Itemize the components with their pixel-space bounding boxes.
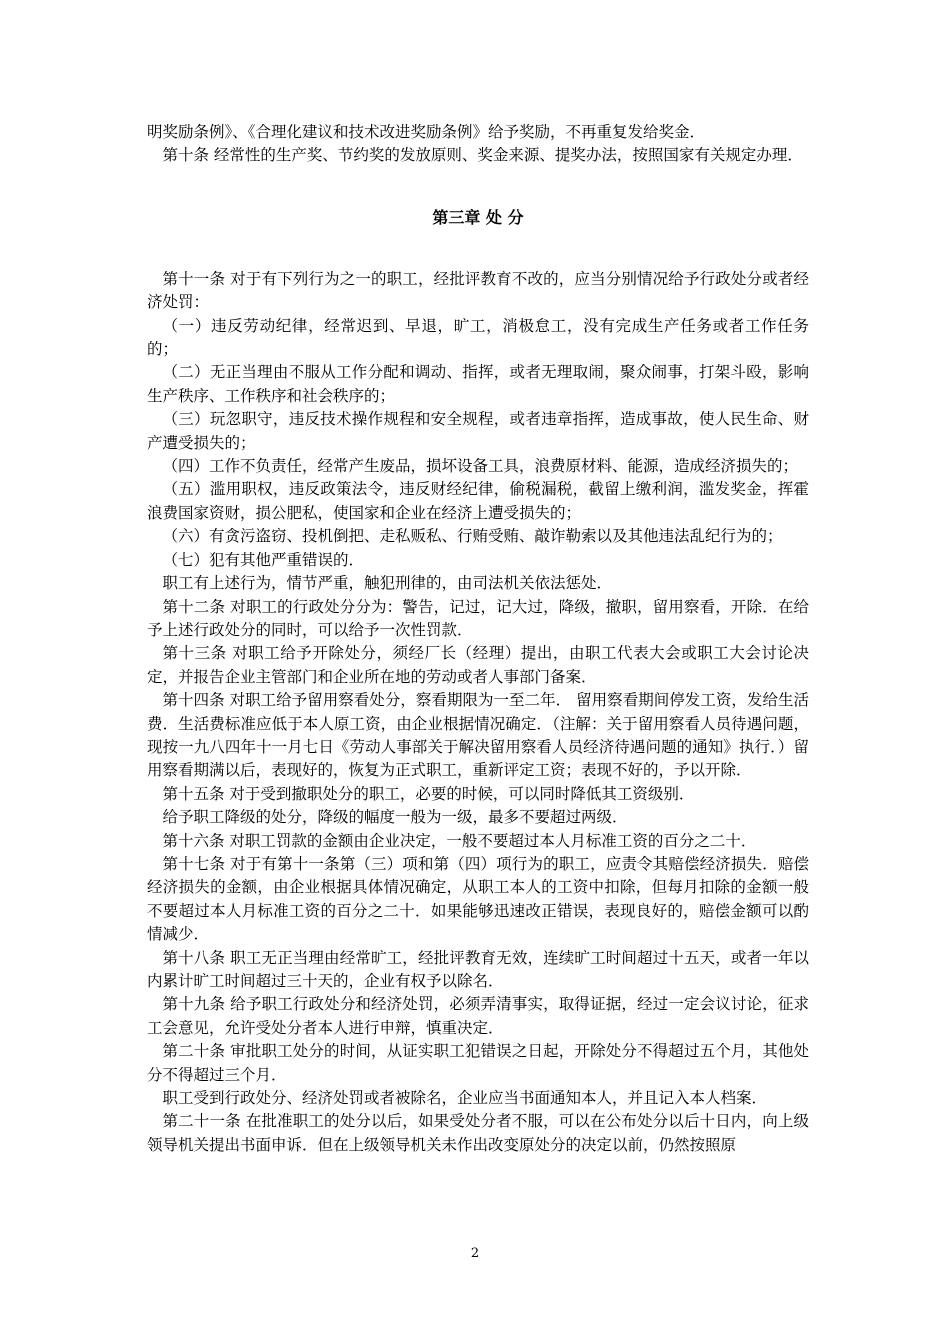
list-item: （五）滥用职权，违反政策法令，违反财经纪律，偷税漏税，截留上缴利润，滥发奖金，挥霍浪费国家资财，损公肥私，使国家和企业在经济上遭受损失的； xyxy=(147,480,809,522)
article-11: 第十一条 对于有下列行为之一的职工，经批评教育不改的，应当分别情况给予行政处分或者经济处罚： xyxy=(147,269,809,312)
article-14: 第十四条 对职工给予留用察看处分，察看期限为一至二年． 留用察看期间停发工资，发给生活费．生活费标准应低于本人原工资，由企业根据情况确定．（注解：关于留用察看人员待遇问题，现按一九八四年十一月七日《劳动人事部关于解决留用察看人员经济待遇问题的通知》执行．）留用察看期满以后，表现好的，恢复为正式职工，重新评定工资；表现不好的，予以开除． xyxy=(147,691,809,780)
paragraph-continuation: 明奖励条例》、《合理化建议和技术改进奖励条例》给予奖励，不再重复发给奖金． xyxy=(147,123,706,141)
article-12: 第十二条 对职工的行政处分分为：警告，记过，记大过，降级，撤职，留用察看，开除．在给予上述行政处分的同时，可以给予一次性罚款． xyxy=(147,597,809,639)
list-item: （七）犯有其他严重错误的． xyxy=(162,550,365,569)
list-item: （一）违反劳动纪律，经常迟到、早退，旷工，消极怠工，没有完成生产任务或者工作任务的； xyxy=(147,316,809,359)
paragraph: 给予职工降级的处分，降级的幅度一般为一级，最多不要超过两级． xyxy=(162,808,628,827)
list-item: （三）玩忽职守，违反技术操作规程和安全规程，或者违章指挥，造成事故，使人民生命、财产遭受损失的； xyxy=(147,410,809,452)
article-20: 第二十条 审批职工处分的时间，从证实职工犯错误之日起，开除处分不得超过五个月，其他处分不得超过三个月． xyxy=(147,1042,809,1084)
article-19: 第十九条 给予职工行政处分和经济处罚，必须弄清事实，取得证据，经过一定会议讨论，征求工会意见，允许受处分者本人进行申辩，慎重决定． xyxy=(147,995,809,1037)
paragraph: 职工受到行政处分、经济处罚或者被除名，企业应当书面通知本人，并且记入本人档案． xyxy=(162,1089,768,1108)
list-item: （四）工作不负责任，经常产生废品，损坏设备工具，浪费原材料、能源，造成经济损失的； xyxy=(162,457,799,476)
article-10: 第十条 经常性的生产奖、节约奖的发放原则、奖金来源、提奖办法，按照国家有关规定办理． xyxy=(162,146,803,165)
article-16: 第十六条 对职工罚款的金额由企业决定，一般不要超过本人月标准工资的百分之二十． xyxy=(162,831,757,850)
article-17: 第十七条 对于有第十一条第（三）项和第（四）项行为的职工，应责令其赔偿经济损失．赔偿经济损失的金额，由企业根据具体情况确定，从职工本人的工资中扣除，但每月扣除的金额一般不要超过本人月标准工资的百分之二十．如果能够迅速改正错误，表现良好的，赔偿金额可以酌情减少． xyxy=(147,854,809,944)
article-21: 第二十一条 在批准职工的处分以后，如果受处分者不服，可以在公布处分以后十日内，向上级领导机关提出书面申诉．但在上级领导机关未作出改变原处分的决定以前，仍然按照原 xyxy=(147,1112,809,1154)
list-item: （六）有贪污盗窃、投机倒把、走私贩私、行贿受贿、敲诈勒索以及其他违法乱纪行为的； xyxy=(162,527,783,546)
page-number: 2 xyxy=(470,1246,480,1261)
article-13: 第十三条 对职工给予开除处分，须经厂长（经理）提出，由职工代表大会或职工大会讨论决定，并报告企业主管部门和企业所在地的劳动或者人事部门备案． xyxy=(147,644,809,686)
paragraph: 职工有上述行为，情节严重，触犯刑律的，由司法机关依法惩处． xyxy=(162,574,613,593)
list-item: （二）无正当理由不服从工作分配和调动、指挥，或者无理取闹，聚众闹事，打架斗殴，影响生产秩序、工作秩序和社会秩序的； xyxy=(147,363,809,405)
chapter-title: 第三章 处 分 xyxy=(432,207,524,227)
article-18: 第十八条 职工无正当理由经常旷工，经批评教育无效，连续旷工时间超过十五天，或者一年以内累计旷工时间超过三十天的，企业有权予以除名． xyxy=(147,948,809,990)
article-15: 第十五条 对于受到撤职处分的职工，必要的时候，可以同时降低其工资级别． xyxy=(162,784,695,803)
body-text xyxy=(147,121,809,1157)
